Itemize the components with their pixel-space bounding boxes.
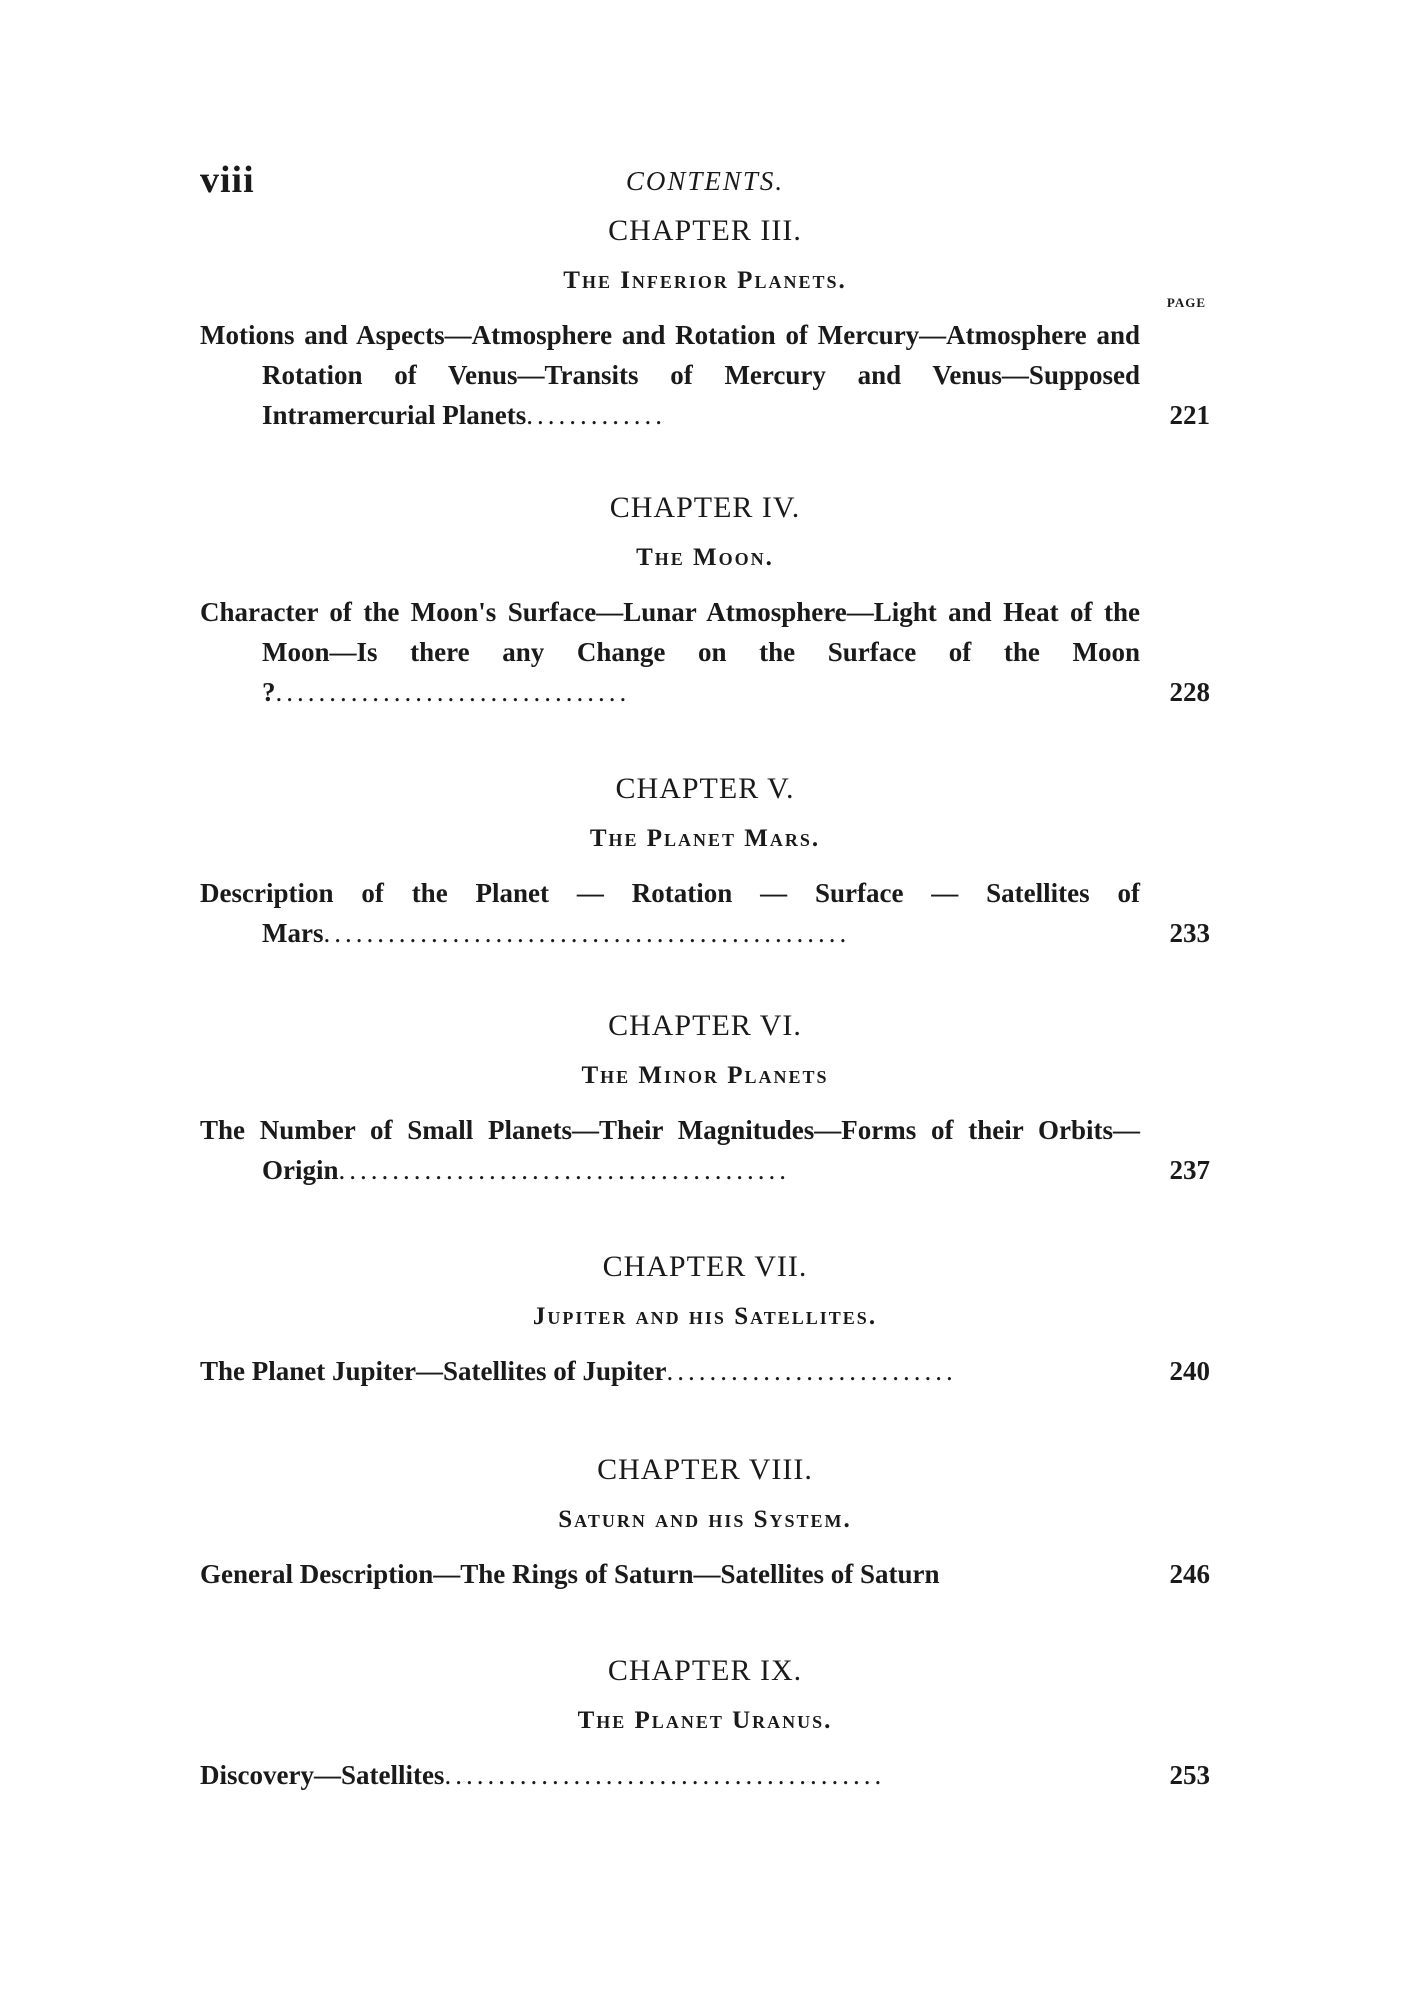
entry-page-number: 240 bbox=[1169, 1356, 1210, 1386]
entry-page-number: 237 bbox=[1169, 1155, 1210, 1185]
dot-leader: ......................................... bbox=[444, 1760, 886, 1790]
dot-leader: ........................... bbox=[666, 1356, 957, 1386]
dot-leader: ................................. bbox=[275, 677, 631, 707]
toc-entry[interactable] bbox=[200, 1554, 1210, 1594]
page-numeral: viii bbox=[200, 159, 255, 201]
toc-entry[interactable] bbox=[200, 873, 1210, 953]
toc-entry[interactable] bbox=[200, 592, 1210, 712]
chapter-9 bbox=[200, 1656, 1210, 1795]
toc-entry[interactable] bbox=[200, 1351, 1210, 1391]
chapter-subtitle: The Inferior Planets. bbox=[563, 267, 847, 294]
chapter-heading: CHAPTER VI. bbox=[608, 1009, 802, 1042]
chapter-7 bbox=[200, 1252, 1210, 1391]
chapter-6 bbox=[200, 1011, 1210, 1190]
entry-text: Character of the Moon's Surface—Lunar Atmosphere—Light and Heat of the Moon—Is there any Change on the Surface of the Moon ? bbox=[200, 597, 1140, 707]
chapter-heading: CHAPTER IX. bbox=[607, 1654, 803, 1687]
dot-leader: ................................................. bbox=[323, 918, 851, 948]
entry-text: General Description—The Rings of Saturn—Satellites of Saturn bbox=[200, 1559, 940, 1589]
chapter-heading: CHAPTER VII. bbox=[602, 1250, 808, 1283]
chapter-heading: CHAPTER V. bbox=[615, 772, 795, 805]
entry-text: Description of the Planet — Rotation — Surface — Satellites of Mars bbox=[200, 878, 1140, 948]
running-head bbox=[200, 150, 1210, 210]
chapter-subtitle: The Planet Mars. bbox=[589, 825, 821, 852]
running-title: CONTENTS. bbox=[625, 166, 785, 196]
dot-leader: ............. bbox=[526, 400, 666, 430]
chapter-5 bbox=[200, 774, 1210, 953]
chapter-subtitle: The Planet Uranus. bbox=[577, 1707, 833, 1734]
entry-text: The Number of Small Planets—Their Magnitudes—Forms of their Orbits—Origin bbox=[200, 1115, 1140, 1185]
chapter-heading: CHAPTER III. bbox=[608, 214, 802, 247]
toc-entry[interactable] bbox=[200, 1755, 1210, 1795]
chapter-subtitle: The Moon. bbox=[636, 544, 774, 571]
entry-text: Discovery—Satellites bbox=[200, 1760, 445, 1790]
entry-text: The Planet Jupiter—Satellites of Jupiter bbox=[200, 1356, 667, 1386]
entry-page-number: 233 bbox=[1169, 918, 1210, 948]
toc-entry[interactable] bbox=[200, 1110, 1210, 1190]
dot-leader: .......................................... bbox=[338, 1155, 791, 1185]
entry-page-number: 246 bbox=[1169, 1559, 1210, 1589]
entry-page-number: 221 bbox=[1169, 400, 1210, 430]
entry-page-number: 253 bbox=[1169, 1760, 1210, 1790]
entry-page-number: 228 bbox=[1169, 677, 1210, 707]
chapter-heading: CHAPTER IV. bbox=[609, 491, 801, 524]
page-column-label: PAGE bbox=[1166, 295, 1206, 310]
chapter-heading: CHAPTER VIII. bbox=[597, 1453, 813, 1486]
chapter-subtitle: The Minor Planets bbox=[581, 1062, 829, 1089]
toc-entry[interactable] bbox=[200, 315, 1210, 435]
chapter-subtitle: Saturn and his System. bbox=[558, 1506, 852, 1533]
entry-text: Motions and Aspects—Atmosphere and Rotation of Mercury—Atmosphere and Rotation of Venus—Transits of Mercury and Venus—Supposed Intramercurial Planets bbox=[200, 320, 1140, 430]
chapter-3 bbox=[200, 216, 1210, 435]
contents-page bbox=[200, 150, 1210, 1795]
chapter-subtitle: Jupiter and his Satellites. bbox=[532, 1303, 878, 1330]
chapter-8 bbox=[200, 1455, 1210, 1594]
chapter-4 bbox=[200, 493, 1210, 712]
